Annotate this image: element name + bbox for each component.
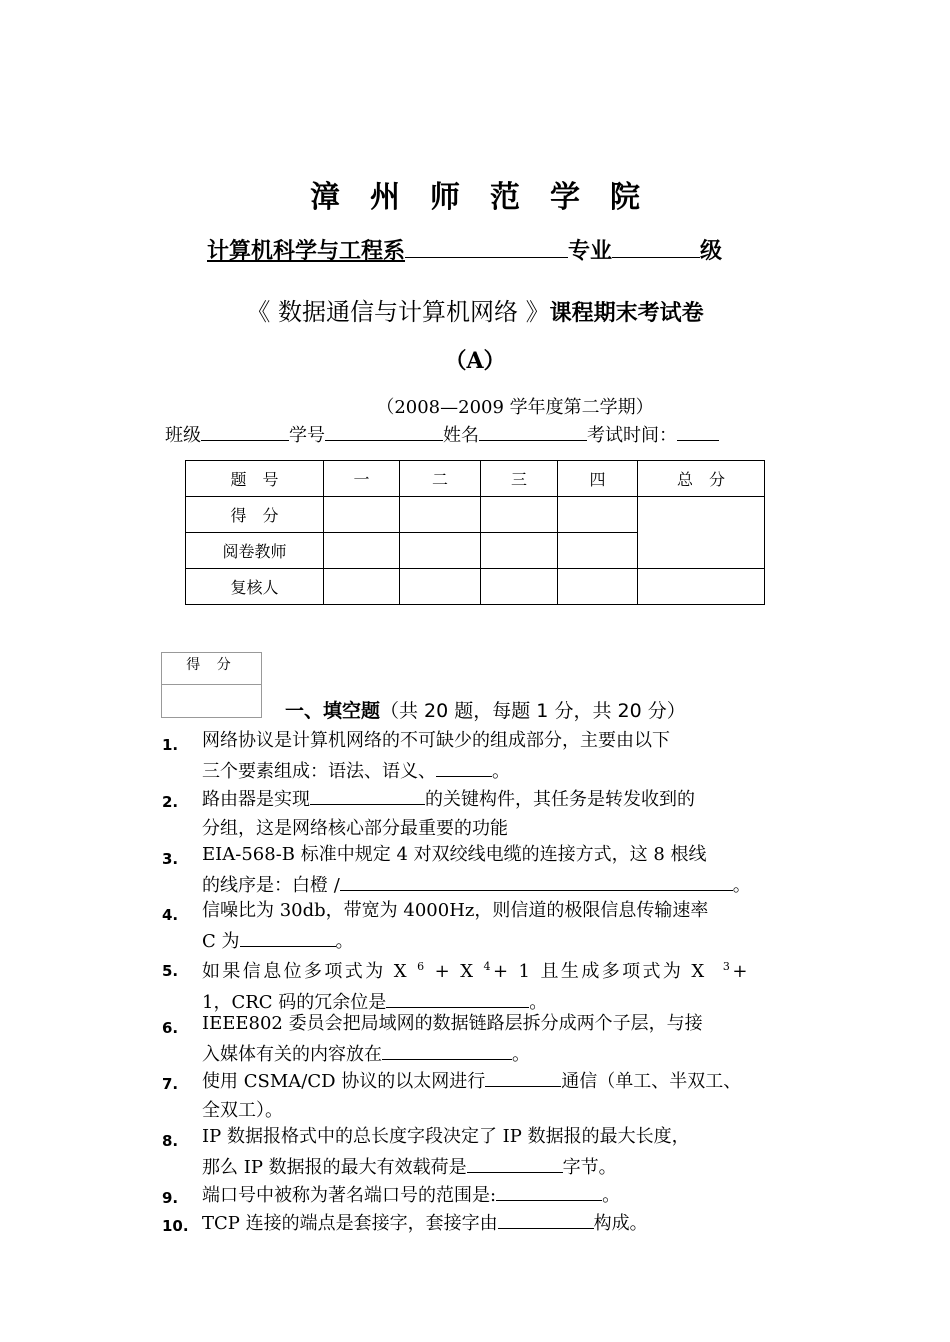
score-col-2: 二 — [400, 461, 481, 497]
score-cell — [638, 569, 765, 605]
answer-blank — [386, 987, 529, 1008]
paper-version: （A） — [444, 348, 506, 374]
grade-label: 级 — [700, 239, 723, 264]
question-text-end: 。 — [529, 991, 548, 1013]
question-text-end: 字节。 — [562, 1156, 617, 1178]
section-note: （共 20 题，每题 1 分，共 20 分） — [380, 700, 686, 722]
question-text-end: 。 — [602, 1185, 621, 1206]
question-number: 9. — [162, 1189, 179, 1207]
question-10 — [162, 1208, 822, 1239]
score-col-total: 总 分 — [638, 461, 765, 497]
answer-blank — [498, 1208, 594, 1229]
score-col-3: 三 — [481, 461, 558, 497]
major-label: 专业 — [568, 239, 613, 264]
answer-blank — [485, 1066, 561, 1087]
score-cell — [324, 569, 400, 605]
section-score-box — [161, 652, 262, 718]
term-label: （2008—2009 学年度第二学期） — [376, 397, 654, 418]
score-col-1: 一 — [324, 461, 400, 497]
score-cell — [481, 497, 558, 533]
answer-blank — [382, 1039, 512, 1060]
department-line — [207, 234, 722, 265]
question-text-mid: + — [732, 961, 750, 982]
question-text: 1，CRC 码的冗余位是 — [202, 991, 387, 1013]
answer-blank — [467, 1152, 563, 1173]
question-number: 4. — [162, 906, 179, 924]
question-text: 网络协议是计算机网络的不可缺少的组成部分，主要由以下 三个要素组成：语法、语义、 — [202, 730, 670, 782]
score-cell — [481, 533, 558, 569]
course-suffix: 课程期末考试卷 — [549, 301, 704, 326]
question-text: 路由器是实现 — [202, 789, 310, 810]
question-text-end: 通信（单工、半双工、 全双工）。 — [202, 1071, 742, 1121]
score-cell — [324, 497, 400, 533]
question-9 — [162, 1180, 822, 1211]
question-5 — [162, 953, 822, 1017]
answer-blank — [340, 870, 733, 891]
answer-blank — [436, 756, 492, 777]
score-cell — [324, 533, 400, 569]
question-4 — [162, 897, 822, 956]
answer-blank — [496, 1180, 602, 1201]
question-text-end: 。 — [512, 1043, 530, 1065]
exponent: 6 — [417, 960, 427, 973]
question-text: 如果信息位多项式为 X — [202, 961, 409, 982]
score-table-header — [186, 461, 765, 497]
question-text: EIA-568-B 标准中规定 4 对双绞线电缆的连接方式，这 8 根线 的线序是：白橙 / — [202, 844, 707, 896]
score-row-label: 阅卷教师 — [186, 533, 324, 569]
course-bracket-close: 》 — [525, 298, 550, 326]
name-label: 姓名 — [443, 425, 479, 446]
department-name: 计算机科学与工程系 — [207, 239, 406, 264]
exam-time-blank — [677, 422, 719, 441]
score-cell — [558, 533, 638, 569]
question-text-end: 。 — [732, 874, 751, 896]
question-3 — [162, 841, 822, 900]
answer-blank — [240, 926, 336, 947]
section-score-label: 得 分 — [162, 653, 261, 685]
question-2 — [162, 784, 822, 843]
school-title: 漳州师范学院 — [310, 180, 670, 215]
total-score-cell — [638, 497, 765, 569]
section-heading — [285, 696, 686, 723]
grade-blank — [612, 235, 700, 258]
question-text-end: 构成。 — [593, 1213, 648, 1234]
question-number: 1. — [162, 736, 179, 754]
question-text: 端口号中被称为著名端口号的范围是: — [202, 1185, 497, 1206]
class-blank — [201, 422, 289, 441]
question-text: 使用 CSMA/CD 协议的以太网进行 — [202, 1071, 486, 1092]
answer-blank — [310, 784, 425, 805]
course-bracket-open: 《 — [246, 298, 271, 326]
score-cell — [558, 497, 638, 533]
score-row-label: 复核人 — [186, 569, 324, 605]
score-cell — [400, 497, 481, 533]
student-id-label: 学号 — [289, 425, 325, 446]
question-text-end: 。 — [335, 930, 354, 952]
name-blank — [479, 422, 587, 441]
question-7 — [162, 1066, 842, 1125]
student-id-blank — [325, 422, 443, 441]
question-text: TCP 连接的端点是套接字，套接字由 — [202, 1213, 498, 1234]
question-text-mid: + X — [426, 961, 484, 982]
question-number: 8. — [162, 1132, 179, 1150]
score-cell — [558, 569, 638, 605]
question-number: 6. — [162, 1019, 179, 1037]
question-text-end: 。 — [492, 760, 510, 782]
score-cell — [400, 533, 481, 569]
score-header-label: 题 号 — [186, 461, 324, 497]
score-row-points — [186, 497, 765, 533]
question-text: 信噪比为 30db，带宽为 4000Hz，则信道的极限信息传输速率 C 为 — [202, 900, 709, 952]
score-cell — [481, 569, 558, 605]
question-8 — [162, 1123, 822, 1182]
course-name: 数据通信与计算机网络 — [270, 298, 526, 326]
question-1 — [162, 727, 822, 786]
score-cell — [400, 569, 481, 605]
question-number: 10. — [162, 1217, 189, 1235]
course-title — [0, 292, 950, 327]
question-number: 2. — [162, 793, 179, 811]
question-number: 5. — [162, 962, 179, 980]
exam-time-label: 考试时间： — [587, 425, 677, 446]
question-text: IEEE802 委员会把局域网的数据链路层拆分成两个子层，与接 入媒体有关的内容放在 — [202, 1013, 703, 1065]
exponent: 3 — [722, 960, 733, 973]
question-6 — [162, 1010, 822, 1069]
section-title: 一、填空题 — [285, 700, 381, 722]
question-text-mid: + 1 且生成多项式为 X — [492, 961, 715, 982]
class-label: 班级 — [165, 425, 201, 446]
exponent: 4 — [483, 960, 493, 973]
score-row-label: 得 分 — [186, 497, 324, 533]
major-blank — [405, 235, 568, 258]
student-info-line — [165, 421, 719, 447]
score-row-reviewer — [186, 569, 765, 605]
score-table — [185, 460, 765, 605]
question-number: 3. — [162, 850, 179, 868]
question-number: 7. — [162, 1075, 179, 1093]
question-text: IP 数据报格式中的总长度字段决定了 IP 数据报的最大长度， 那么 IP 数据报的最大有效载荷是 — [202, 1126, 690, 1178]
question-text-end: 的关键构件，其任务是转发收到的 分组，这是网络核心部分最重要的功能 — [202, 789, 695, 839]
score-col-4: 四 — [558, 461, 638, 497]
